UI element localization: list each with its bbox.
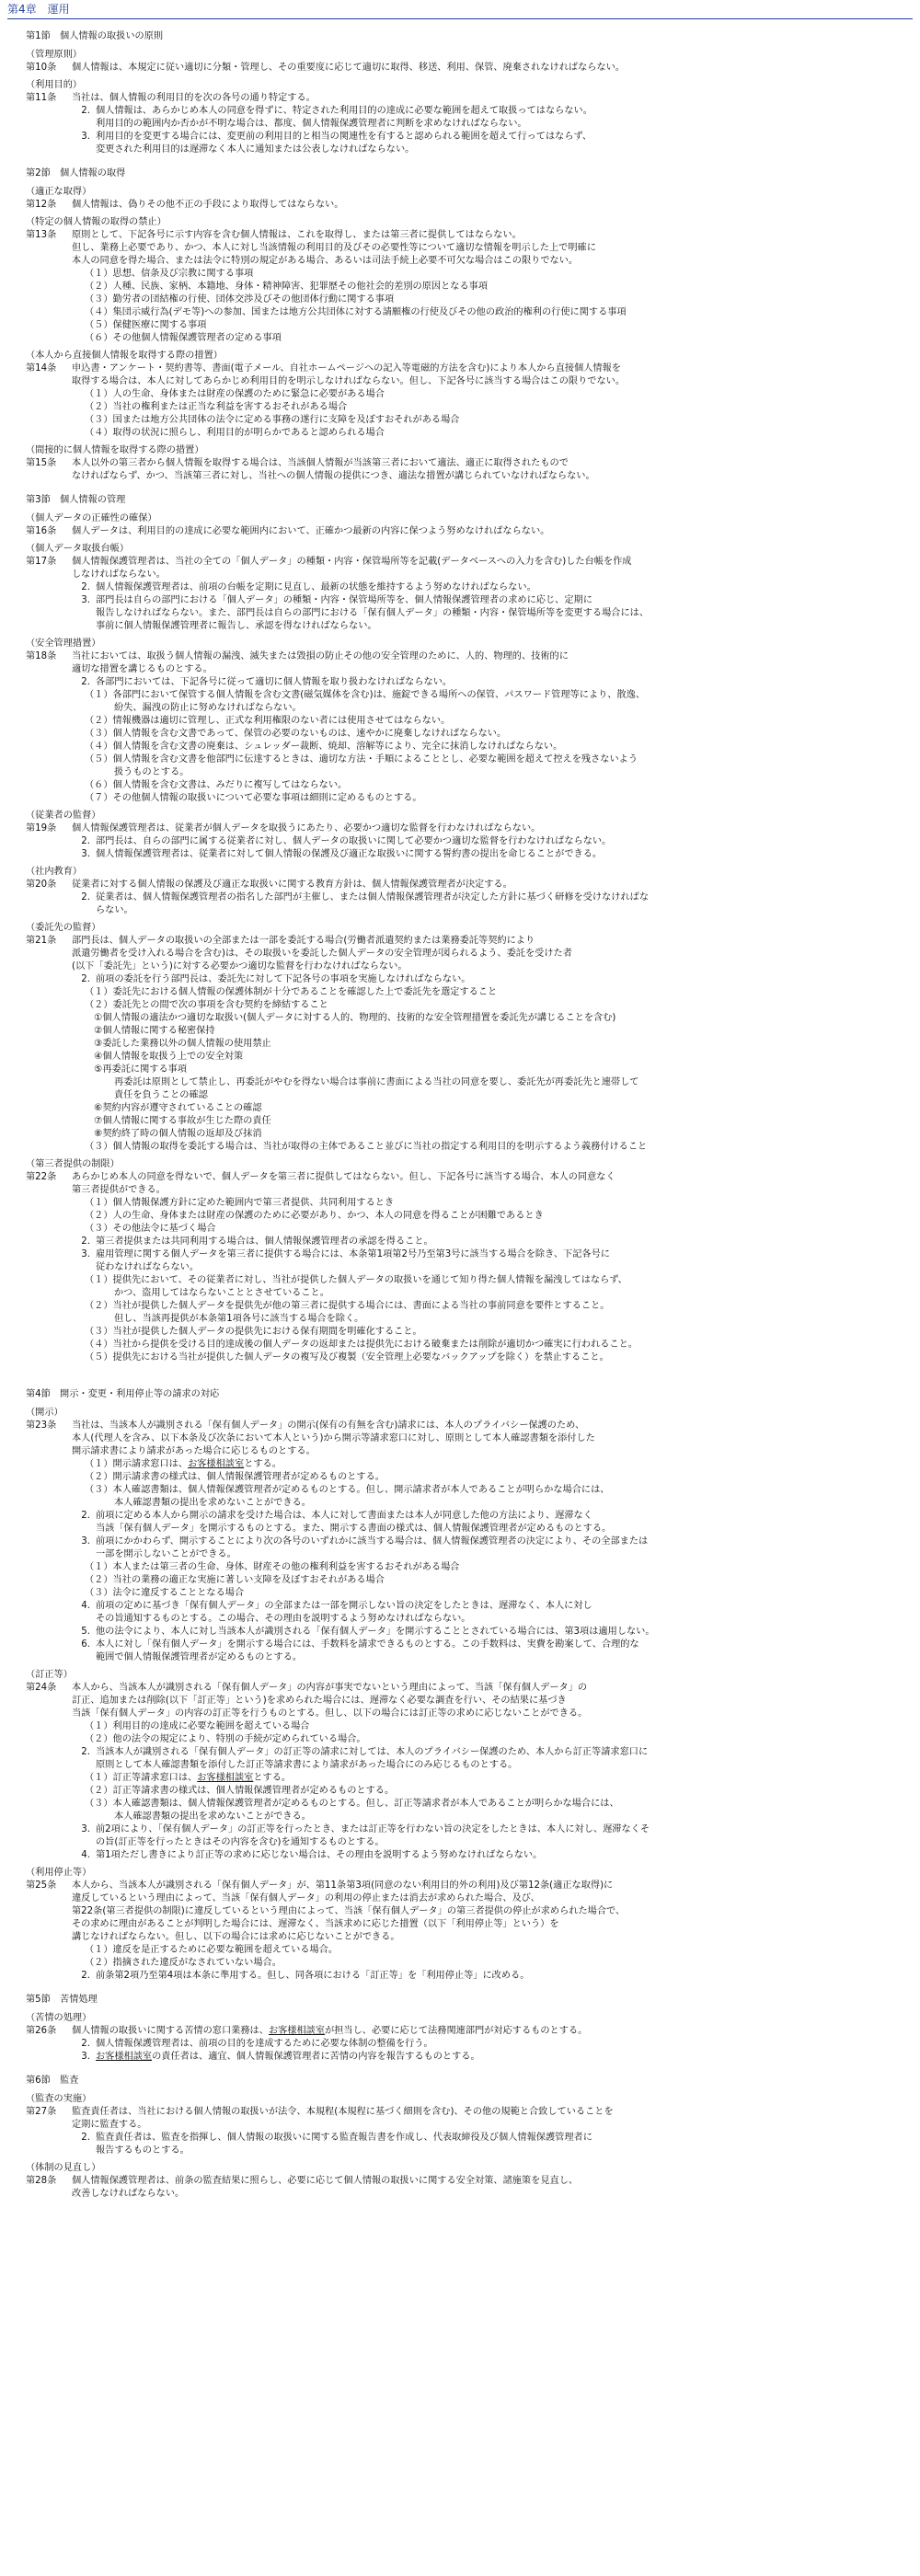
article-line: 部門長は、個人データの取扱いの全部または一部を委託する場合(労働者派遣契約または業務委託等契約により bbox=[72, 936, 535, 946]
article-item bbox=[72, 2051, 913, 2064]
article-number: 第19条 bbox=[26, 823, 57, 834]
article-line: 改善しなければならない。 bbox=[72, 2189, 185, 2199]
article-line: なければならず、かつ、当該第三者に対し、当社への個人情報の提供につき、適法な措置が講じられていなければならない。 bbox=[72, 471, 595, 481]
item-line: 前項に定める本人から開示の請求を受けた場合は、本人に対して書面または本人が同意した他の方法により、遅滞なく bbox=[96, 1511, 592, 1521]
article-line: 講じなければならない。但し、以下の場合には求めに応じないことができる。 bbox=[72, 1932, 400, 1942]
item-line: 原則として本人確認書類を添付した訂正等請求書により請求があった場合にのみ応じるものとする。 bbox=[96, 1760, 518, 1770]
sub-item: （３）当社が提供した個人データの提供先における保有期間を明確化すること。 bbox=[85, 1327, 422, 1337]
article-number: 第14条 bbox=[26, 363, 57, 374]
item-text bbox=[96, 1849, 913, 1862]
article-line: 監査責任者は、当社における個人情報の取扱いが法令、本規程(本規程に基づく細則を含む)、その他の規範と合致していることを bbox=[72, 2107, 614, 2117]
item-text bbox=[96, 676, 913, 689]
article-body bbox=[72, 362, 913, 440]
item-line: 個人情報は、あらかじめ本人の同意を得ずに、特定された利用目的の達成に必要な範囲を超えて取扱ってはならない。 bbox=[96, 106, 592, 116]
article-item bbox=[72, 1970, 913, 1983]
sub-item: （４）集団示威行為(デモ等)への参加、国または地方公共団体に対する請願権の行使及びその他の政治的権利の行使に関する事項 bbox=[85, 307, 627, 317]
article-item bbox=[72, 1746, 913, 1772]
sub-item: （２）委託先との間で次の事項を含む契約を締結すること bbox=[85, 1000, 328, 1010]
article-line: 定期に監査する。 bbox=[72, 2120, 147, 2130]
item-line: 第三者提供または共同利用する場合は、個人情報保護管理者の承認を得ること。 bbox=[96, 1236, 433, 1247]
item-number: 2. bbox=[81, 1236, 90, 1247]
item-text bbox=[96, 1746, 913, 1772]
item-text bbox=[96, 1639, 913, 1664]
article-body bbox=[72, 556, 913, 633]
item-number: 6. bbox=[81, 1639, 90, 1650]
section-heading: 第6節 監査 bbox=[26, 2076, 79, 2086]
item-line: 範囲で個人情報保護管理者が定めるものとする。 bbox=[96, 1652, 303, 1662]
sub-item: （１）利用目的の達成に必要な範囲を超えている場合 bbox=[85, 1721, 310, 1731]
sub-item: （２）情報機器は適切に管理し、正式な利用権限のない者には使用させてはならない。 bbox=[85, 716, 451, 726]
sub-item: （２）人種、民族、家柄、本籍地、身体・精神障害、犯罪歴その他社会的差別の原因となる事項 bbox=[85, 282, 489, 292]
article-caption: （開示） bbox=[26, 1408, 63, 1418]
item-text bbox=[96, 835, 913, 848]
article-line: 適切な措置を講じるものとする。 bbox=[72, 664, 213, 674]
sub-item: （１）個人情報保護方針に定めた範囲内で第三者提供、共同利用するとき bbox=[85, 1198, 395, 1208]
sub-item: （１）各部門において保管する個人情報を含む文書(磁気媒体を含む)は、施錠できる場所への保管、パスワード管理等により、散逸、 bbox=[85, 690, 646, 700]
article-item bbox=[72, 105, 913, 131]
article bbox=[26, 935, 913, 1154]
sub-item-list bbox=[72, 1720, 913, 1746]
article-number: 第16条 bbox=[26, 526, 57, 536]
article-caption: （体制の見直し） bbox=[26, 2163, 101, 2173]
article-body bbox=[72, 822, 913, 861]
article-number: 第13条 bbox=[26, 230, 57, 240]
article-line: 従業者に対する個人情報の保護及び適正な取扱いに関する教育方針は、個人情報保護管理者が決定する。 bbox=[72, 880, 512, 890]
sub-item: （２）当社の業務の適正な実施に著しい支障を及ぼすおそれがある場合 bbox=[85, 1575, 385, 1585]
section-heading: 第2節 個人情報の取得 bbox=[26, 168, 126, 178]
sub-item: （３）個人情報の取得を委託する場合は、当社が取得の主体であること並びに当社の指定する利用目的を明示するよう義務付けること bbox=[85, 1142, 648, 1152]
article-caption: （本人から直接個人情報を取得する際の措置） bbox=[26, 351, 223, 361]
item-number: 2. bbox=[81, 2133, 90, 2143]
item-text bbox=[96, 2038, 913, 2051]
regulation-document bbox=[7, 0, 913, 2201]
article-caption: （社内教育） bbox=[26, 867, 83, 877]
sub-item-list bbox=[72, 1561, 913, 1600]
article-item bbox=[72, 2132, 913, 2157]
sub-item: （４）個人情報を含む文書の廃棄は、シュレッダー裁断、焼却、溶解等により、完全に抹消しなければならない。 bbox=[85, 742, 563, 752]
article-body bbox=[72, 935, 913, 1154]
sub-item: （３）本人確認書類は、個人情報保護管理者が定めるものとする。但し、訂正等請求者が本人であることが明らかな場合には、 bbox=[85, 1799, 619, 1809]
sub-item: ③委託した業務以外の個人情報の使用禁止 bbox=[85, 1039, 271, 1049]
item-line: お客様相談室の責任者は、適宜、個人情報保護管理者に苦情の内容を報告するものとする。 bbox=[96, 2052, 480, 2062]
item-number: 3. bbox=[81, 1536, 90, 1547]
article bbox=[26, 822, 913, 861]
sub-item: 責任を負うことの確認 bbox=[114, 1090, 208, 1100]
item-line: 前項にかかわらず、開示することにより次の各号のいずれかに該当する場合は、個人情報保護管理者の決定により、その全部または bbox=[96, 1536, 649, 1547]
article-line: 当社においては、取扱う個人情報の漏洩、滅失または毀損の防止その他の安全管理のために、人的、物理的、技術的に bbox=[72, 651, 569, 661]
sub-item: 紛失、漏洩の防止に努めなければならない。 bbox=[114, 703, 302, 713]
item-line: 前項の定めに基づき「保有個人データ」の全部または一部を開示しない旨の決定をしたときは、遅滞なく、本人に対し bbox=[96, 1601, 592, 1611]
article-caption: （利用目的） bbox=[26, 80, 83, 90]
item-number: 2. bbox=[81, 892, 90, 903]
item-line: 前項の委託を行う部門長は、委託先に対して下記各号の事項を実施しなければならない。 bbox=[96, 974, 471, 984]
item-text bbox=[96, 581, 913, 594]
article-line: 個人情報保護管理者は、当社の全ての「個人データ」の種類・内容・保管場所等を記載(データベースへの入力を含む)した台帳を作成 bbox=[72, 557, 632, 567]
article-caption: （利用停止等） bbox=[26, 1868, 92, 1878]
article-item bbox=[72, 848, 913, 861]
article-caption: （従業者の監督） bbox=[26, 811, 101, 821]
article-body bbox=[72, 1880, 913, 1983]
item-line: 報告するものとする。 bbox=[96, 2145, 190, 2156]
item-line: 個人情報保護管理者は、従業者に対して個人情報の保護及び適正な取扱いに関する誓約書の提出を命じることができる。 bbox=[96, 849, 603, 859]
sub-item: （１）本人または第三者の生命、身体、財産その他の権利利益を害するおそれがある場合 bbox=[85, 1562, 460, 1572]
article bbox=[26, 62, 913, 75]
article bbox=[26, 2175, 913, 2201]
article-item bbox=[72, 973, 913, 986]
article-line: 当社は、個人情報の利用目的を次の各号の通り特定する。 bbox=[72, 93, 316, 103]
article-caption: （監査の実施） bbox=[26, 2094, 92, 2104]
article-caption: （個人データの正確性の確保） bbox=[26, 513, 157, 523]
item-line: 前条第2項乃至第4項は本条に準用する。但し、同各項における「訂正等」を「利用停止等」に改める。 bbox=[96, 1971, 530, 1981]
article-item bbox=[72, 2038, 913, 2051]
sub-item: （３）個人情報を含む文書であって、保管の必要のないものは、速やかに廃棄しなければならない。 bbox=[85, 729, 507, 739]
article-caption: （委託先の監督） bbox=[26, 923, 101, 933]
article-body bbox=[72, 2175, 913, 2201]
article-item bbox=[72, 1849, 913, 1862]
article-caption: （個人データ取扱台帳） bbox=[26, 544, 130, 554]
sub-item-list bbox=[72, 268, 913, 345]
article-number: 第20条 bbox=[26, 880, 57, 890]
sub-item: （５）保健医療に関する事項 bbox=[85, 320, 207, 330]
article-number: 第23条 bbox=[26, 1420, 57, 1431]
sub-item: （１）提供先において、その従業者に対し、当社が提供した個人データの取扱いを通じて知り得た個人情報を漏洩してはならず、 bbox=[85, 1275, 627, 1285]
article-body bbox=[72, 525, 913, 538]
article-item bbox=[72, 1626, 913, 1639]
item-line: 変更された利用目的は遅滞なく本人に通知または公表しなければならない。 bbox=[96, 144, 415, 155]
sub-item-list bbox=[72, 1772, 913, 1823]
article bbox=[26, 457, 913, 483]
sub-item: （３）勤労者の団結権の行使、団体交渉及びその他団体行動に関する事項 bbox=[85, 294, 395, 305]
article-number: 第17条 bbox=[26, 557, 57, 567]
sub-item: （１）訂正等請求窓口は、お客様相談室とする。 bbox=[85, 1773, 292, 1783]
item-text bbox=[96, 1970, 913, 1983]
sub-item-list bbox=[72, 1944, 913, 1970]
item-line: 利用目的を変更する場合には、変更前の利用目的と相当の関連性を有すると認められる範囲を超えて行ってはならず、 bbox=[96, 132, 592, 142]
article-number: 第25条 bbox=[26, 1880, 57, 1891]
article-body bbox=[72, 457, 913, 483]
sub-item: 但し、当該再提供が本条第1項各号に該当する場合を除く。 bbox=[114, 1314, 364, 1324]
article-body bbox=[72, 199, 913, 212]
article bbox=[26, 525, 913, 538]
item-number: 3. bbox=[81, 132, 90, 142]
article-line: 本人から、当該本人が識別される「保有個人データ」が、第11条第3項(同意のない利用目的外の利用)及び第12条(適正な取得)に bbox=[72, 1880, 614, 1891]
sub-item: ⑧契約終了時の個人情報の返却及び抹消 bbox=[85, 1129, 262, 1139]
item-line: 第1項ただし書きにより訂正等の求めに応じない場合は、その理由を説明するよう努めなければならない。 bbox=[96, 1850, 543, 1860]
article-line: (以下「委託先」という)に対する必要かつ適切な監督を行わなければならない。 bbox=[72, 961, 408, 972]
spacer bbox=[7, 1364, 913, 1377]
item-number: 3. bbox=[81, 1249, 90, 1259]
article-number: 第21条 bbox=[26, 936, 57, 946]
item-line: 部門長は自らの部門における「個人データ」の種類・内容・保管場所等を、個人情報保護管理者の求めに応じ、定期に bbox=[96, 595, 592, 605]
item-line: 前2項により、「保有個人データ」の訂正等を行ったとき、または訂正等を行わない旨の決定をしたときは、本人に対し、遅滞なくそ bbox=[96, 1824, 650, 1834]
item-number: 3. bbox=[81, 595, 90, 605]
article-item bbox=[72, 835, 913, 848]
sub-item: かつ、盗用してはならないこととさせていること。 bbox=[114, 1288, 329, 1298]
article-item bbox=[72, 1248, 913, 1274]
article bbox=[26, 650, 913, 805]
sub-item: （１）思想、信条及び宗教に関する事項 bbox=[85, 269, 254, 279]
sub-item: 本人確認書類の提出を求めないことができる。 bbox=[114, 1498, 311, 1508]
article-caption: （適正な取得） bbox=[26, 187, 92, 197]
article-line: しなければならない。 bbox=[72, 569, 166, 580]
item-number: 2. bbox=[81, 106, 90, 116]
article-line: 個人情報の取扱いに関する苦情の窓口業務は、お客様相談室が担当し、必要に応じて法務関連部門が対応するものとする。 bbox=[72, 2026, 588, 2036]
sub-item: （２）当社が提供した個人データを提供先が他の第三者に提供する場合には、書面による当社の事前同意を要件とすること。 bbox=[85, 1301, 610, 1311]
item-text bbox=[96, 973, 913, 986]
item-text bbox=[96, 1600, 913, 1626]
article-number: 第27条 bbox=[26, 2107, 57, 2117]
article-item bbox=[72, 891, 913, 917]
article-body bbox=[72, 650, 913, 805]
article-body bbox=[72, 62, 913, 75]
sub-item: 扱うものとする。 bbox=[114, 767, 190, 777]
item-line: 本人に対し「保有個人データ」を開示する場合には、手数料を請求できるものとする。この手数料は、実費を勘案して、合理的な bbox=[96, 1639, 639, 1650]
article bbox=[26, 1880, 913, 1983]
section-heading: 第4節 開示・変更・利用停止等の請求の対応 bbox=[26, 1389, 220, 1399]
sub-item: 本人確認書類の提出を求めないことができる。 bbox=[114, 1811, 311, 1822]
item-text bbox=[96, 1248, 913, 1274]
chapter-title: 第4章 運用 bbox=[7, 0, 913, 19]
sub-item: （２）人の生命、身体または財産の保護のために必要があり、かつ、本人の同意を得ることが困難であるとき bbox=[85, 1211, 544, 1221]
article bbox=[26, 199, 913, 212]
sub-item: （３）国または地方公共団体の法令に定める事務の遂行に支障を及ぼすおそれがある場合 bbox=[85, 415, 460, 425]
sub-item-list bbox=[72, 1274, 913, 1364]
article-caption: （安全管理措置） bbox=[26, 638, 101, 649]
article-caption: （特定の個人情報の取得の禁止） bbox=[26, 217, 167, 227]
article-caption: （間接的に個人情報を取得する際の措置） bbox=[26, 445, 204, 455]
article bbox=[26, 556, 913, 633]
article-line: 個人情報保護管理者は、前条の監査結果に照らし、必要に応じて個人情報の取扱いに関する安全対策、諸施策を見直し、 bbox=[72, 2176, 579, 2186]
item-number: 3. bbox=[81, 2052, 90, 2062]
sub-item: （３）本人確認書類は、個人情報保護管理者が定めるものとする。但し、開示請求者が本人であることが明らかな場合には、 bbox=[85, 1485, 610, 1495]
item-line: らない。 bbox=[96, 905, 133, 915]
item-number: 2. bbox=[81, 582, 90, 592]
item-number: 4. bbox=[81, 1850, 90, 1860]
article-line: 但し、業務上必要であり、かつ、本人に対し当該情報の利用目的及びその必要性等について適切な情報を明示した上で明確に bbox=[72, 243, 596, 253]
article-line: あらかじめ本人の同意を得ないで、個人データを第三者に提供してはならない。但し、下記各号に該当する場合、本人の同意なく bbox=[72, 1172, 615, 1182]
sub-item: ⑥契約内容が遵守されていることの確認 bbox=[85, 1103, 262, 1113]
item-text bbox=[96, 891, 913, 917]
item-text bbox=[96, 105, 913, 131]
item-text bbox=[96, 1510, 913, 1535]
article-item bbox=[72, 676, 913, 689]
article-body bbox=[72, 92, 913, 156]
section-heading: 第1節 個人情報の取扱いの原則 bbox=[26, 31, 164, 41]
article-number: 第26条 bbox=[26, 2026, 57, 2036]
item-line: の旨(訂正等を行ったときはその内容を含む)を通知するものとする。 bbox=[96, 1837, 385, 1847]
article-caption: （管理原則） bbox=[26, 50, 83, 60]
article-line: 本人の同意を得た場合、または法令に特別の規定がある場合、あるいは司法手続上必要不可欠な場合はこの限りでない。 bbox=[72, 256, 579, 266]
item-number: 4. bbox=[81, 1601, 90, 1611]
article bbox=[26, 2025, 913, 2064]
article-line: 開示請求書により請求があった場合に応じるものとする。 bbox=[72, 1446, 316, 1456]
article bbox=[26, 879, 913, 917]
sub-item: （３）法令に違反することとなる場合 bbox=[85, 1588, 245, 1598]
item-line: 部門長は、自らの部門に属する従業者に対し、個人データの取扱いに関して必要かつ適切な監督を行わなければならない。 bbox=[96, 836, 612, 846]
sub-item-list bbox=[72, 1197, 913, 1236]
article-line: 当社は、当該本人が識別される「保有個人データ」の開示(保有の有無を含む)請求には、本人のプライバシー保護のため、 bbox=[72, 1420, 585, 1431]
article-number: 第24条 bbox=[26, 1683, 57, 1693]
article-item bbox=[72, 581, 913, 594]
article-number: 第28条 bbox=[26, 2176, 57, 2186]
item-line: 当該「保有個人データ」を開示するものとする。また、開示する書面の様式は、個人情報保護管理者が定めるものとする。 bbox=[96, 1524, 612, 1534]
sub-item: （２）開示請求書の様式は、個人情報保護管理者が定めるものとする。 bbox=[85, 1472, 385, 1482]
article-number: 第10条 bbox=[26, 63, 57, 73]
sub-item: （２）他の法令の規定により、特別の手続が定められている場合。 bbox=[85, 1734, 366, 1744]
sub-item: （３）その他法令に基づく場合 bbox=[85, 1224, 216, 1234]
article-body bbox=[72, 1420, 913, 1664]
article-line: 派遣労働者を受け入れる場合を含む)は、その取扱いを委託した個人データの安全管理が図られるよう、委託を受けた者 bbox=[72, 949, 572, 959]
item-text bbox=[96, 848, 913, 861]
sub-item: （５）提供先における当社が提供した個人データの複写及び複製（安全管理上必要なバックアップを除く）を禁止すること。 bbox=[85, 1352, 609, 1363]
sub-item: （１）違反を是正するために必要な範囲を超えている場合。 bbox=[85, 1945, 339, 1955]
article-item bbox=[72, 594, 913, 633]
item-line: 従業者は、個人情報保護管理者の指名した部門が主催し、または個人情報保護管理者が決定した方針に基づく研修を受けなければな bbox=[96, 892, 650, 903]
sub-item: （１）委託先における個人情報の保護体制が十分であることを確認した上で委託先を選定すること bbox=[85, 987, 498, 997]
sub-item: ⑦個人情報に関する事故が生じた際の責任 bbox=[85, 1116, 271, 1126]
article-number: 第18条 bbox=[26, 651, 57, 661]
article-caption: （第三者提供の制限） bbox=[26, 1159, 120, 1169]
sub-item: ④個人情報を取扱う上での安全対策 bbox=[85, 1052, 244, 1062]
article-line: 本人(代理人を含み、以下本条及び次条において本人という)から開示等請求窓口に対し、原則として本人確認書類を添付した bbox=[72, 1433, 595, 1443]
section-heading: 第3節 個人情報の管理 bbox=[26, 495, 126, 505]
item-line: 他の法令により、本人に対し当該本人が識別される「保有個人データ」を開示することとされている場合には、第3項は適用しない。 bbox=[96, 1627, 655, 1637]
article-line: 個人情報は、本規定に従い適切に分類・管理し、その重要度に応じて適切に取得、移送、利用、保管、廃棄されなければならない。 bbox=[72, 63, 626, 73]
item-number: 2. bbox=[81, 2039, 90, 2049]
item-number: 2. bbox=[81, 1971, 90, 1981]
item-number: 2. bbox=[81, 974, 90, 984]
item-line: その旨通知するものとする。この場合、その理由を説明するよう努めなければならない。 bbox=[96, 1614, 471, 1624]
sub-item: （２）訂正等請求書の様式は、個人情報保護管理者が定めるものとする。 bbox=[85, 1786, 395, 1796]
item-line: 個人情報保護管理者は、前項の目的を達成するために必要な体制の整備を行う。 bbox=[96, 2039, 433, 2049]
sub-item: （７）その他個人情報の取扱いについて必要な事項は細則に定めるものとする。 bbox=[85, 793, 422, 803]
article-item bbox=[72, 1600, 913, 1626]
sub-item: （６）その他個人情報保護管理者の定める事項 bbox=[85, 333, 282, 343]
sub-item: （２）当社の権利または正当な利益を害するおそれがある場合 bbox=[85, 402, 348, 412]
article-caption: （苦情の処理） bbox=[26, 2013, 92, 2023]
article-item bbox=[72, 1510, 913, 1535]
article-line: 個人情報保護管理者は、従業者が個人データを取扱うにあたり、必要かつ適切な監督を行わなければならない。 bbox=[72, 823, 541, 834]
article-body bbox=[72, 229, 913, 345]
article-body bbox=[72, 2106, 913, 2157]
article-line: 原則として、下記各号に示す内容を含む個人情報は、これを取得し、または第三者に提供してはならない。 bbox=[72, 230, 522, 240]
article-number: 第15条 bbox=[26, 458, 57, 468]
sub-item: （４）当社から提供を受ける目的達成後の個人データの返却または提供先における破棄または削除が適切かつ確実に行われること。 bbox=[85, 1340, 638, 1350]
article-line: その求めに理由があることが判明した場合には、遅滞なく、当該求めに応じた措置（以下「利用停止等」という）を bbox=[72, 1919, 559, 1929]
sub-item: （５）個人情報を含む文書を他部門に伝達するときは、適切な方法・手順によることとし、必要な範囲を超えて控えを残さないよう bbox=[85, 754, 638, 765]
article-item bbox=[72, 1236, 913, 1248]
article-number: 第11条 bbox=[26, 93, 57, 103]
sub-item: ①個人情報の適法かつ適切な取扱い(個人データに対する人的、物理的、技術的な安全管理措置を委託先が講じることを含む) bbox=[85, 1013, 616, 1023]
item-line: 利用目的の範囲内か否かが不明な場合は、都度、個人情報保護管理者に判断を求めなければならない。 bbox=[96, 119, 527, 129]
document-body bbox=[7, 30, 913, 2201]
item-number: 2. bbox=[81, 677, 90, 687]
article-body bbox=[72, 2025, 913, 2064]
item-line: 雇用管理に関する個人データを第三者に提供する場合には、本条第1項第2号乃至第3号に該当する場合を除き、下記各号に bbox=[96, 1249, 610, 1259]
sub-item: ②個人情報に関する秘密保持 bbox=[85, 1026, 215, 1036]
article-line: 本人以外の第三者から個人情報を取得する場合は、当該個人情報が当該第三者において適法、適正に取得されたもので bbox=[72, 458, 569, 468]
item-number: 2. bbox=[81, 836, 90, 846]
item-text bbox=[96, 2132, 913, 2157]
sub-item: （１）開示請求窓口は、お客様相談室とする。 bbox=[85, 1459, 282, 1469]
article bbox=[26, 1171, 913, 1364]
item-text bbox=[96, 1823, 913, 1849]
article-number: 第12条 bbox=[26, 200, 57, 210]
article bbox=[26, 362, 913, 440]
article-body bbox=[72, 1682, 913, 1862]
item-line: 個人情報保護管理者は、前項の台帳を定期に見直し、最新の状態を維持するよう努めなければならない。 bbox=[96, 582, 536, 592]
sub-item: （１）人の生命、身体または財産の保護のために緊急に必要がある場合 bbox=[85, 389, 385, 399]
sub-item-list bbox=[72, 689, 913, 805]
article-caption: （訂正等） bbox=[26, 1670, 73, 1680]
item-number: 2. bbox=[81, 1511, 90, 1521]
article bbox=[26, 2106, 913, 2157]
article-line: 申込書・アンケート・契約書等、書面(電子メール、自社ホームページへの記入等電磁的方法を含む)により本人から直接個人情報を bbox=[72, 363, 621, 374]
article bbox=[26, 92, 913, 156]
article bbox=[26, 229, 913, 345]
sub-item-list bbox=[72, 1458, 913, 1510]
article-item bbox=[72, 1823, 913, 1849]
article-number: 第22条 bbox=[26, 1172, 57, 1182]
item-text bbox=[96, 594, 913, 633]
sub-item: ⑤再委託に関する事項 bbox=[85, 1064, 188, 1075]
article-line: 第三者提供ができる。 bbox=[72, 1185, 166, 1195]
item-text bbox=[96, 1535, 913, 1561]
sub-item-list bbox=[72, 986, 913, 1154]
article-item bbox=[72, 1535, 913, 1561]
item-text bbox=[96, 1236, 913, 1248]
article bbox=[26, 1420, 913, 1664]
article-line: 本人から、当該本人が識別される「保有個人データ」の内容が事実でないという理由によって、当該「保有個人データ」の bbox=[72, 1683, 588, 1693]
sub-item: （４）取得の状況に照らし、利用目的が明らかであると認められる場合 bbox=[85, 428, 385, 438]
sub-item: 再委託は原則として禁止し、再委託がやむを得ない場合は事前に書面による当社の同意を要し、委託先が再委託先と連帯して bbox=[114, 1077, 639, 1087]
article-line: 訂正、追加または削除(以下「訂正等」という)を求められた場合には、遅滞なく必要な調査を行い、その結果に基づき bbox=[72, 1696, 567, 1706]
article bbox=[26, 1682, 913, 1862]
article-body bbox=[72, 879, 913, 917]
item-text bbox=[96, 131, 913, 156]
item-line: 各部門においては、下記各号に従って適切に個人情報を取り扱わなければならない。 bbox=[96, 677, 453, 687]
item-line: 当該本人が識別される「保有個人データ」の訂正等の請求に対しては、本人のプライバシー保護のため、本人から訂正等請求窓口に bbox=[96, 1747, 649, 1757]
item-text bbox=[96, 1626, 913, 1639]
article-line: 第22条(第三者提供の制限)に違反しているという理由によって、当該「保有個人データ」の第三者提供の停止が求められた場合で、 bbox=[72, 1906, 626, 1916]
item-number: 2. bbox=[81, 1747, 90, 1757]
sub-item-list bbox=[72, 388, 913, 440]
item-line: 報告しなければならない。また、部門長は自らの部門における「保有個人データ」の種類・内容・保管場所等を変更する場合には、 bbox=[96, 608, 650, 618]
item-number: 3. bbox=[81, 849, 90, 859]
article-item bbox=[72, 1639, 913, 1664]
sub-item: （２）指摘された違反がなされていない場合。 bbox=[85, 1958, 282, 1968]
item-number: 3. bbox=[81, 1824, 90, 1834]
item-text bbox=[96, 2051, 913, 2064]
article-body bbox=[72, 1171, 913, 1364]
article-item bbox=[72, 131, 913, 156]
article-line: 違反しているという理由によって、当該「保有個人データ」の利用の停止または消去が求められた場合、及び、 bbox=[72, 1893, 540, 1903]
item-line: 監査責任者は、監査を指揮し、個人情報の取扱いに関する監査報告書を作成し、代表取締役及び個人情報保護管理者に bbox=[96, 2133, 592, 2143]
article-line: 取得する場合は、本人に対してあらかじめ利用目的を明示しなければならない。但し、下記各号に該当する場合はこの限りでない。 bbox=[72, 376, 626, 386]
item-line: 事前に個人情報保護管理者に報告し、承認を得なければならない。 bbox=[96, 621, 377, 631]
item-line: 一部を開示しないことができる。 bbox=[96, 1549, 236, 1559]
article-line: 当該「保有個人データ」の内容の訂正等を行うものとする。但し、以下の場合には訂正等の求めに応じないことができる。 bbox=[72, 1708, 588, 1719]
article-line: 個人情報は、偽りその他不正の手段により取得してはならない。 bbox=[72, 200, 344, 210]
section-heading: 第5節 苦情処理 bbox=[26, 1995, 98, 2005]
article-line: 個人データは、利用目的の達成に必要な範囲内において、正確かつ最新の内容に保つよう努めなければならない。 bbox=[72, 526, 550, 536]
item-number: 5. bbox=[81, 1627, 90, 1637]
item-line: 従わなければならない。 bbox=[96, 1262, 200, 1272]
sub-item: （６）個人情報を含む文書は、みだりに複写してはならない。 bbox=[85, 780, 348, 790]
